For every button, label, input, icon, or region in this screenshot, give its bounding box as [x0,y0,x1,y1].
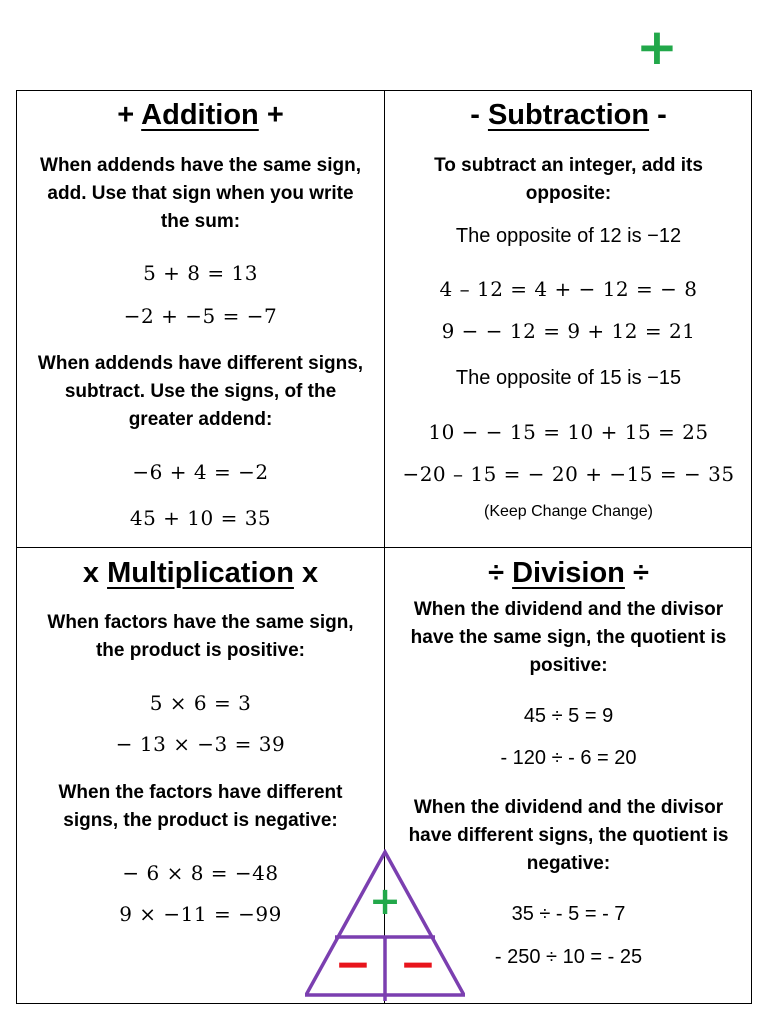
division-example-3: 35 ÷ - 5 = - 7 [511,903,626,925]
subtraction-example-2: 9 − − 12 = 9 + 12 = 21 [441,319,696,343]
multiplication-rule-same-line-1: When factors have the same sign, [47,612,354,633]
division-rule-diff-line-1: When the dividend and the divisor [413,797,724,818]
addition-rule-same-line-2: add. Use that sign when you write [47,183,354,204]
subtraction-title-text: Subtraction [487,99,650,131]
subtraction-opposite-1: The opposite of 12 is −12 [455,225,682,247]
addition-rule-diff-line-1: When addends have different signs, [37,353,364,374]
subtraction-rule-line-2: opposite: [525,183,612,204]
division-title-left-symbol: ÷ [488,557,505,589]
division-rule-diff-line-3: negative: [526,853,611,874]
division-rule-same-line-1: When the dividend and the divisor [413,599,724,620]
sign-rules-triangle [305,849,465,1001]
multiplication-title-text: Multiplication [107,557,294,589]
subtraction-title [385,99,752,132]
addition-rule-diff-line-3: greater addend: [128,409,273,430]
division-example-2: - 120 ÷ - 6 = 20 [500,747,637,769]
triangle-right-minus-sign: − [399,939,437,990]
multiplication-title-right-symbol: x [302,557,319,589]
subtraction-example-3: 10 − − 15 = 10 + 15 = 25 [428,420,709,444]
multiplication-example-1: 5 × 6 = 3 [149,691,252,715]
rules-grid [16,90,752,1004]
addition-example-2: −2 + −5 = −7 [123,304,278,328]
addition-title-left-symbol: + [117,99,135,131]
division-title-right-symbol: ÷ [632,557,649,589]
division-rule-same-line-3: positive: [529,655,608,676]
multiplication-title [17,557,384,590]
multiplication-example-4: 9 × −11 = −99 [119,902,282,926]
subtraction-example-1: 4 – 12 = 4 + − 12 = − 8 [439,277,698,301]
triangle-plus-sign: + [369,879,401,923]
horizontal-divider [17,547,751,548]
addition-rule-same-line-3: the sum: [160,211,241,232]
division-rule-same-line-2: have the same sign, the quotient is [410,627,727,648]
triangle-left-minus-sign: − [334,939,372,990]
subtraction-note: (Keep Change Change) [483,503,653,520]
division-rule-diff-line-2: have different signs, the quotient is [408,825,729,846]
addition-example-4: 45 + 10 = 35 [129,506,272,530]
multiplication-title-left-symbol: x [82,557,99,589]
division-title [385,557,752,590]
addition-rule-same-line-1: When addends have the same sign, [40,155,361,176]
multiplication-rule-same-line-2: the product is positive: [95,640,306,661]
subtraction-title-right-symbol: - [657,99,667,131]
addition-example-1: 5 + 8 = 13 [143,261,258,285]
multiplication-rule-diff-line-1: When the factors have different [58,782,343,803]
subtraction-opposite-2: The opposite of 15 is −15 [455,367,682,389]
subtraction-rule-line-1: To subtract an integer, add its [434,155,703,176]
subtraction-example-4: −20 – 15 = − 20 + −15 = − 35 [402,462,735,486]
division-example-4: - 250 ÷ 10 = - 25 [494,946,643,968]
addition-example-3: −6 + 4 = −2 [132,460,269,484]
division-title-text: Division [512,557,625,589]
multiplication-rule-diff-line-2: signs, the product is negative: [63,810,338,831]
addition-title [17,99,384,132]
division-example-1: 45 ÷ 5 = 9 [523,705,614,727]
subtraction-title-left-symbol: - [470,99,480,131]
green-plus-icon: + [636,18,678,76]
multiplication-example-2: − 13 × −3 = 39 [115,732,286,756]
addition-title-text: Addition [141,99,259,131]
multiplication-example-3: − 6 × 8 = −48 [122,861,279,885]
addition-rule-diff-line-2: subtract. Use the signs, of the [64,381,337,402]
addition-title-right-symbol: + [266,99,284,131]
